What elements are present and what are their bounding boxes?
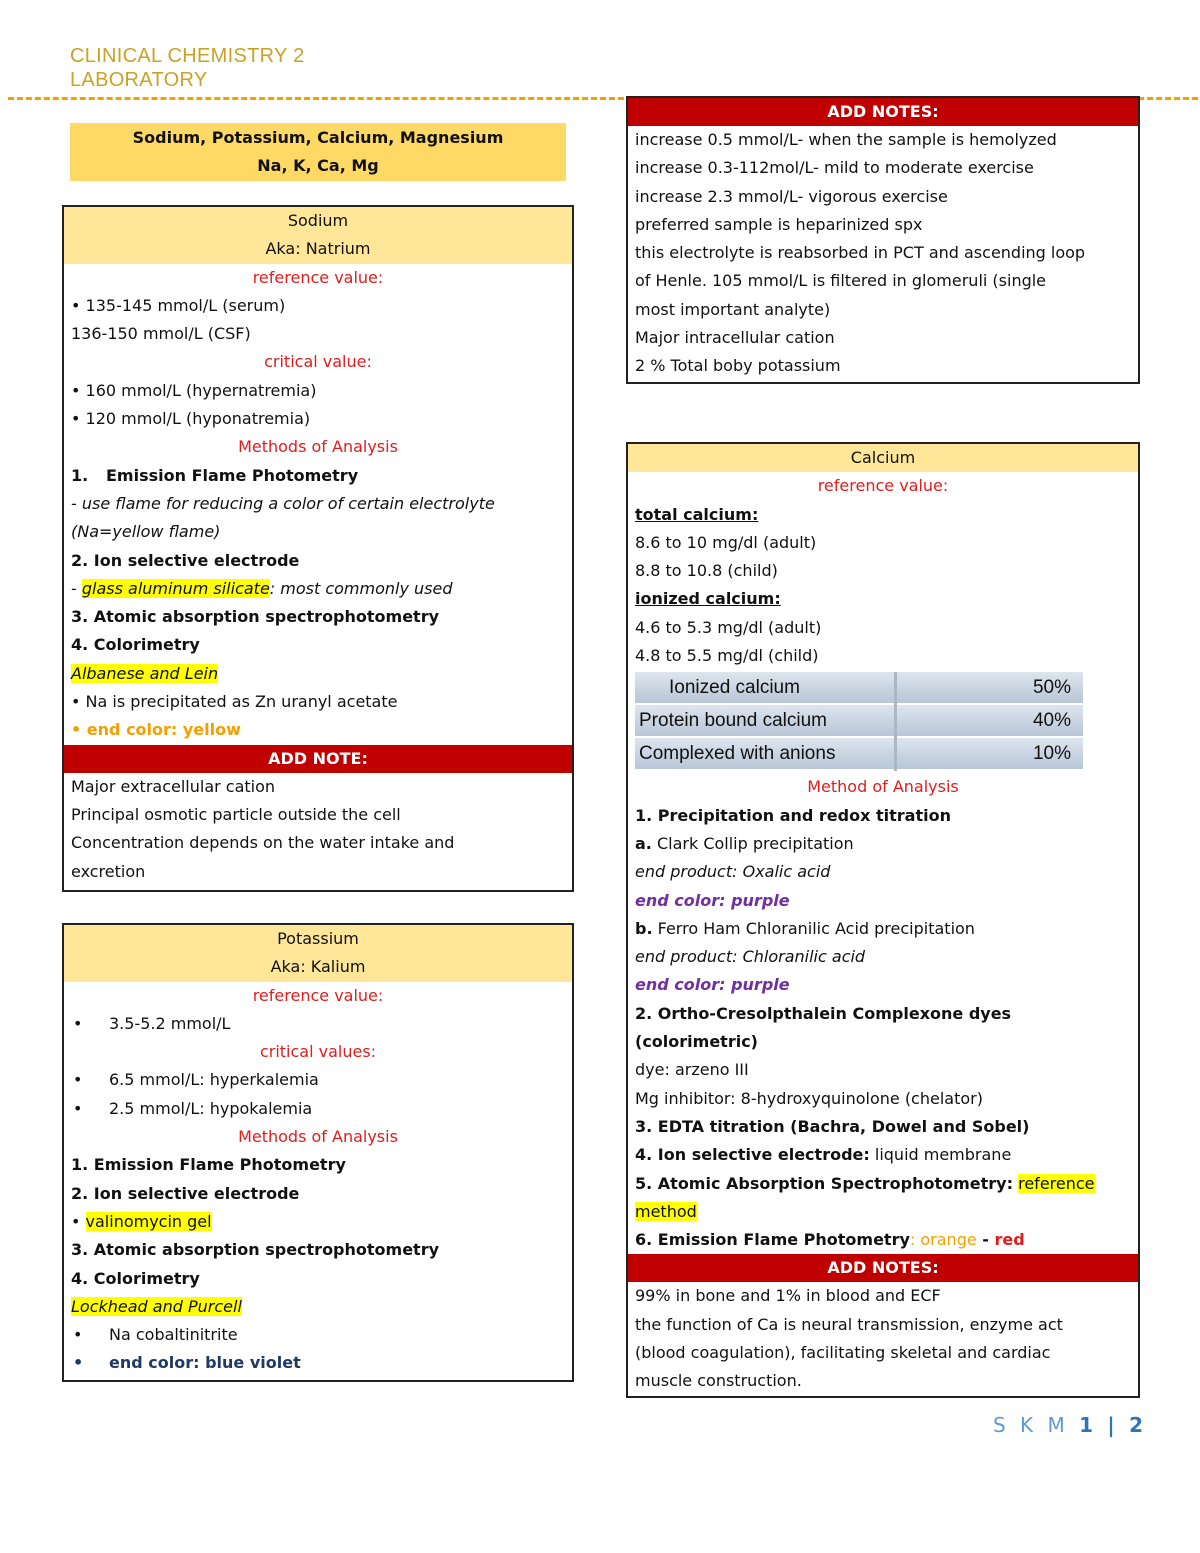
header-line1: CLINICAL CHEMISTRY 2: [70, 45, 305, 67]
calcium-method4-text: 4. Ion selective electrode:: [635, 1145, 870, 1165]
table-row: [635, 704, 1083, 737]
calcium-method2b: (colorimetric): [635, 1032, 758, 1052]
potassium-note8: Major intracellular cation: [635, 328, 835, 348]
potassium-ref1-text: 3.5-5.2 mmol/L: [109, 1013, 231, 1033]
calcium-box: [626, 442, 1140, 1398]
sodium-method1-text: Emission Flame Photometry: [106, 465, 359, 485]
calcium-method1a: [628, 830, 1138, 858]
sodium-ref1: • 135-145 mmol/L (serum): [71, 295, 286, 315]
calcium-method5: [628, 1170, 1138, 1198]
sodium-crit2: • 120 mmol/L (hyponatremia): [71, 409, 311, 429]
sodium-methods-label: Methods of Analysis: [238, 437, 398, 457]
potassium-method4-desc1: [64, 1321, 572, 1349]
calcium-method6: [628, 1226, 1138, 1254]
bullet: •: [73, 1325, 83, 1345]
calcium-method5-highlight1: reference: [1018, 1173, 1095, 1193]
bullet: •: [73, 1013, 83, 1033]
table-cell-label: Protein bound calcium: [635, 704, 896, 737]
calcium-method1b-color: end color: purple: [635, 975, 790, 995]
calcium-method1b-letter: b.: [635, 918, 653, 938]
footer-page: 1: [1079, 1413, 1098, 1437]
calcium-method1a-color: end color: purple: [635, 890, 790, 910]
calcium-method2a: 2. Ortho-Cresolpthalein Complexone dyes: [635, 1003, 1012, 1023]
potassium-box: [62, 923, 574, 1382]
potassium-notes-header: ADD NOTES:: [628, 98, 1138, 126]
calcium-method1a-text: Clark Collip precipitation: [656, 833, 854, 853]
bullet: •: [73, 1070, 83, 1090]
sodium-aka: Aka: Natrium: [265, 239, 371, 259]
sodium-method2: 2. Ion selective electrode: [71, 550, 300, 570]
sodium-crit-label: critical value:: [264, 352, 372, 372]
potassium-method4-desc2: [64, 1349, 572, 1377]
potassium-method2-bullet: •: [71, 1211, 86, 1231]
sodium-note-header: ADD NOTE:: [64, 745, 572, 773]
sodium-name: Sodium: [287, 211, 349, 230]
sodium-method4-name: [64, 660, 572, 688]
sodium-method2-post: : most commonly used: [269, 578, 453, 598]
sodium-crit1: • 160 mmol/L (hypernatremia): [71, 380, 317, 400]
potassium-note9: 2 % Total boby potassium: [635, 356, 841, 376]
potassium-crit1: [64, 1066, 572, 1094]
calcium-total2: 8.8 to 10.8 (child): [635, 561, 778, 581]
page-footer: [993, 1413, 1147, 1437]
sodium-method1-desc2: (Na=yellow flame): [71, 522, 221, 542]
calcium-method1b: [628, 915, 1138, 943]
document-header: [70, 44, 305, 92]
calcium-note1: 99% in bone and 1% in blood and ECF: [635, 1286, 941, 1306]
footer-separator: |: [1107, 1413, 1119, 1437]
calcium-method1a-letter: a.: [635, 833, 652, 853]
calcium-method2-dye: dye: arzeno III: [635, 1060, 749, 1080]
calcium-method1b-text: Ferro Ham Chloranilic Acid precipitation: [657, 918, 975, 938]
potassium-method2: 2. Ion selective electrode: [71, 1183, 300, 1203]
sodium-ref2: 136-150 mmol/L (CSF): [71, 324, 251, 344]
table-cell-value: 10%: [896, 737, 1084, 770]
potassium-ref1: [64, 1010, 572, 1038]
calcium-method6-red: red: [994, 1230, 1025, 1250]
calcium-name: Calcium: [850, 448, 916, 467]
sodium-note4: excretion: [71, 861, 146, 881]
footer-initials: S K M: [993, 1413, 1069, 1437]
calcium-ionized1: 4.6 to 5.3 mg/dl (adult): [635, 617, 822, 637]
potassium-note1: increase 0.5 mmol/L- when the sample is hemolyzed: [635, 130, 1057, 149]
potassium-crit1-text: 6.5 mmol/L: hyperkalemia: [109, 1070, 319, 1090]
calcium-method6-orange: : orange: [909, 1230, 977, 1250]
potassium-note5: this electrolyte is reabsorbed in PCT and ascending loop: [635, 243, 1086, 263]
header-line2: LABORATORY: [70, 69, 208, 91]
sodium-note2: Principal osmotic particle outside the cell: [71, 804, 401, 824]
calcium-header: [628, 444, 1138, 472]
potassium-end-color: end color: blue violet: [109, 1353, 301, 1373]
sodium-method2-desc: [64, 575, 572, 603]
calcium-fraction-table: [635, 672, 1083, 771]
sodium-header: [64, 207, 572, 264]
potassium-aka: Aka: Kalium: [270, 957, 366, 977]
potassium-notes-box: [626, 96, 1140, 384]
calcium-method6-text: 6. Emission Flame Photometry: [635, 1230, 910, 1250]
calcium-method5-highlight2: method: [635, 1201, 697, 1221]
sodium-method4-desc2: [64, 716, 572, 744]
calcium-method2-inhibitor: Mg inhibitor: 8-hydroxyquinolone (chelator): [635, 1088, 983, 1108]
table-cell-label: Ionized calcium: [635, 672, 896, 704]
calcium-method1a-product: end product: Oxalic acid: [635, 862, 831, 882]
calcium-method5-cont: [628, 1198, 1138, 1226]
sodium-ref-label: reference value:: [252, 267, 384, 287]
potassium-method4-desc1-text: Na cobaltinitrite: [109, 1325, 238, 1345]
bullet: •: [73, 1353, 84, 1373]
table-row: [635, 672, 1083, 704]
sodium-box: [62, 205, 574, 892]
potassium-method2-desc: [64, 1208, 572, 1236]
calcium-method1b-product: end product: Chloranilic acid: [635, 947, 866, 967]
potassium-note2: increase 0.3-112mol/L- mild to moderate exercise: [635, 158, 1034, 178]
calcium-method1-text: Precipitation and redox titration: [657, 805, 951, 825]
calcium-total-label: total calcium:: [635, 504, 759, 524]
sodium-method1-desc1: - use flame for reducing a color of certain electrolyte: [71, 493, 495, 513]
bullet: •: [73, 1098, 83, 1118]
sodium-method4: 4. Colorimetry: [71, 635, 200, 655]
potassium-method1: 1. Emission Flame Photometry: [71, 1155, 346, 1175]
calcium-method4-desc: liquid membrane: [874, 1145, 1012, 1165]
sodium-note3: Concentration depends on the water intake and: [71, 833, 455, 853]
potassium-method3: 3. Atomic absorption spectrophotometry: [71, 1240, 440, 1260]
calcium-ref-label: reference value:: [817, 476, 949, 496]
calcium-note4: muscle construction.: [635, 1371, 802, 1391]
table-cell-label: Complexed with anions: [635, 737, 896, 770]
potassium-header: [64, 925, 572, 982]
calcium-method-label: Method of Analysis: [807, 777, 959, 797]
sodium-method1: [64, 462, 572, 490]
potassium-crit2-text: 2.5 mmol/L: hypokalemia: [109, 1098, 313, 1118]
potassium-crit-label: critical values:: [259, 1042, 377, 1062]
sodium-method4-bullet: •: [71, 720, 87, 740]
sodium-note1: Major extracellular cation: [71, 776, 276, 796]
potassium-name: Potassium: [277, 929, 359, 948]
potassium-method2-highlight: valinomycin gel: [85, 1211, 212, 1231]
calcium-method6-dash: -: [976, 1230, 995, 1250]
sodium-method4-name-text: Albanese and Lein: [71, 663, 219, 683]
calcium-note3: (blood coagulation), facilitating skeletal and cardiac: [635, 1343, 1051, 1363]
potassium-note4: preferred sample is heparinized spx: [635, 214, 923, 234]
table-cell-value: 50%: [896, 672, 1084, 704]
calcium-method1: [628, 802, 1138, 830]
sodium-method2-highlight: glass aluminum silicate: [81, 578, 270, 598]
potassium-crit2: [64, 1095, 572, 1123]
calcium-method4: [628, 1141, 1138, 1169]
calcium-method1-num: 1.: [635, 805, 653, 825]
footer-total: 2: [1129, 1413, 1148, 1437]
sodium-end-color: end color: yellow: [86, 720, 241, 740]
potassium-note6: of Henle. 105 mmol/L is filtered in glomeruli (single: [635, 271, 1047, 291]
calcium-method3: 3. EDTA titration (Bachra, Dowel and Sobel): [635, 1116, 1030, 1136]
potassium-methods-label: Methods of Analysis: [238, 1127, 398, 1147]
title-line2: Na, K, Ca, Mg: [257, 156, 379, 175]
calcium-total1: 8.6 to 10 mg/dl (adult): [635, 532, 817, 552]
sodium-method1-num: 1.: [71, 465, 89, 485]
title-line1: Sodium, Potassium, Calcium, Magnesium: [132, 128, 504, 147]
calcium-method5-text: 5. Atomic Absorption Spectrophotometry:: [635, 1173, 1014, 1193]
table-cell-value: 40%: [896, 704, 1084, 737]
sodium-method3: 3. Atomic absorption spectrophotometry: [71, 607, 440, 627]
calcium-ionized2: 4.8 to 5.5 mg/dl (child): [635, 646, 819, 666]
table-row: [635, 737, 1083, 770]
potassium-method4-name-text: Lockhead and Purcell: [71, 1296, 242, 1316]
potassium-note3: increase 2.3 mmol/L- vigorous exercise: [635, 186, 948, 206]
sodium-method4-desc1: • Na is precipitated as Zn uranyl acetate: [71, 692, 398, 712]
sodium-method2-pre: -: [71, 578, 82, 598]
potassium-method4-name: [64, 1293, 572, 1321]
potassium-method4: 4. Colorimetry: [71, 1268, 200, 1288]
calcium-note-header: ADD NOTES:: [628, 1254, 1138, 1282]
title-box: [70, 123, 566, 181]
calcium-note2: the function of Ca is neural transmission, enzyme act: [635, 1314, 1063, 1334]
potassium-note7: most important analyte): [635, 299, 831, 319]
potassium-ref-label: reference value:: [252, 985, 384, 1005]
calcium-ionized-label: ionized calcium:: [635, 589, 781, 609]
